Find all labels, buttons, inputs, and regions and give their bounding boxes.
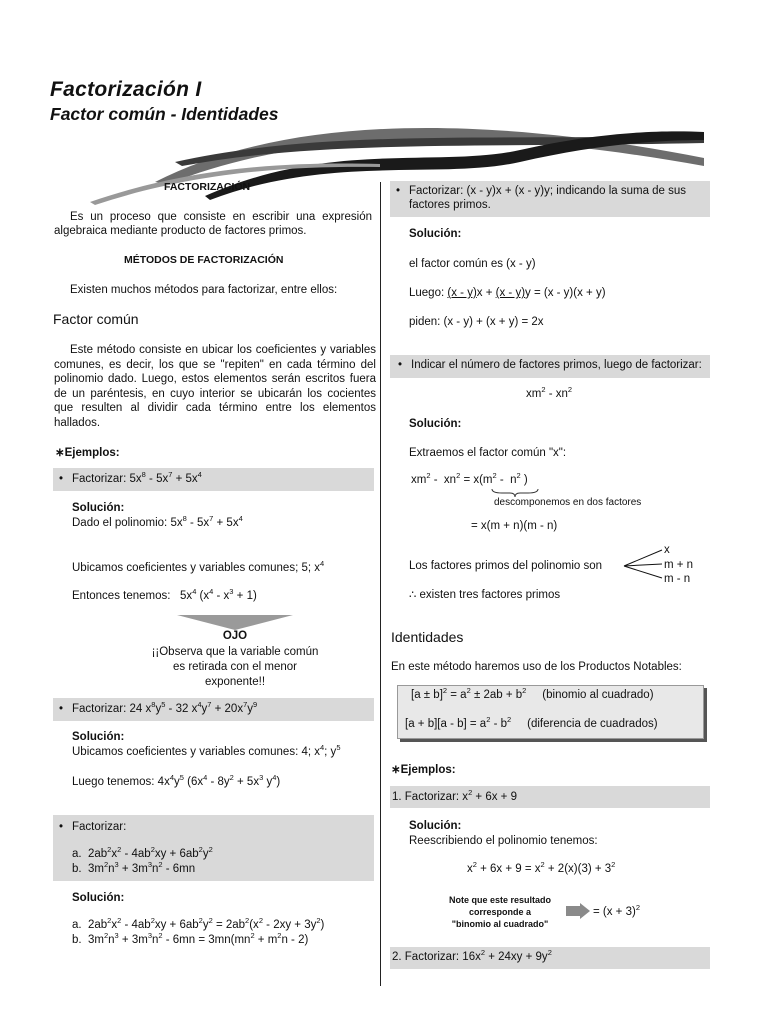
example-3-solution-a: a. $2ab^2x^2 - 4ab^2xy + 6ab^2y^2 = 2ab^2(x^2 - 2xy + 3y^2)$ bbox=[72, 916, 325, 931]
ojo-title: OJO bbox=[222, 630, 248, 642]
solucion-label-4: Solución: bbox=[409, 228, 462, 240]
identity-diferencia: $[a + b][a - b] = a^2 - b^2$ (diferencia de cuadrados) bbox=[405, 715, 658, 730]
solucion-label-5: Solución: bbox=[409, 418, 462, 430]
example-5-line1: Extraemos el factor común "x": bbox=[409, 447, 567, 459]
page-title: Factorización I bbox=[50, 78, 202, 101]
solucion-label-6: Solución: bbox=[409, 820, 462, 832]
example-5-line2: $xm^2 - xn^2 = x(m^2 - n^2$ ) bbox=[411, 471, 528, 486]
solucion-label-2: Solución: bbox=[72, 731, 125, 743]
example-5-conclusion: ∴ existen tres factores primos bbox=[409, 589, 561, 601]
example-1-line3: Entonces tenemos: $5x^4$ $(x^4 - x^3 + 1)$ bbox=[72, 587, 257, 602]
example-5-note: descomponemos en dos factores bbox=[494, 497, 642, 508]
example-4-line1: el factor común es (x - y) bbox=[409, 258, 536, 270]
factor-item: x bbox=[664, 544, 670, 556]
prime-factors-list bbox=[664, 543, 693, 587]
example-6-prompt: 1. Factorizar: $x^2 + 6x + 9$ bbox=[392, 788, 517, 803]
metodos-text: Existen muchos métodos para factorizar, entre ellos: bbox=[70, 284, 338, 296]
ojo-text: ¡¡Observa que la variable común es retirada con el menor exponente!! bbox=[151, 646, 319, 688]
example-6-line1: Reescribiendo el polinomio tenemos: bbox=[409, 835, 598, 847]
note-text: Note que este resultado corresponde a "binomio al cuadrado" bbox=[448, 895, 552, 929]
example-3-item-b: b. $3m^2n^3 + 3m^3n^2 - 6mn$ bbox=[72, 860, 196, 875]
example-1-line2: Ubicamos coeficientes y variables comunes; 5; $x^4$ bbox=[72, 559, 325, 574]
example-2-line2: Luego tenemos: $4x^4y^5$ ($6x^4 - 8y^2 + 5x^3$ $y^4$) bbox=[72, 773, 281, 788]
example-6-result: = $(x + 3)^2$ bbox=[593, 903, 640, 918]
factor-item: m - n bbox=[664, 573, 691, 585]
arrow-right-icon bbox=[566, 903, 590, 919]
intro-paragraph: Es un proceso que consiste en escribir una expresión algebraica mediante producto de factores primos. bbox=[54, 211, 372, 237]
example-4-line3: piden: (x - y) + (x + y) = 2x bbox=[409, 316, 544, 328]
example-5-prompt: • Indicar el número de factores primos, luego de factorizar: bbox=[411, 359, 711, 371]
example-5-result: = x(m + n)(m - n) bbox=[471, 520, 558, 532]
section-title-factor-comun: Factor común bbox=[53, 311, 139, 327]
heading-factorizacion: FACTORIZACIÓN bbox=[164, 181, 251, 193]
arrow-down-icon bbox=[177, 613, 293, 631]
identity-binomio: $[a \pm b]^2 = a^2 \pm 2ab + b^2$ (binomio al cuadrado) bbox=[411, 686, 654, 701]
factor-comun-paragraph: Este método consiste en ubicar los coeficientes y variables comunes, es decir, los que se "repiten" en cada término del polinomio dado. Luego, estos elementos serán escritos fuera de un paréntesis, en cuyo interior se ubicarán los cocientes que resulten al dividir cada término entre los elementos hallados. bbox=[54, 344, 376, 429]
page-subtitle: Factor común - Identidades bbox=[50, 104, 279, 124]
example-6-expression: $x^2 + 6x + 9 = x^2 + 2(x)(3) + 3^2$ bbox=[467, 860, 616, 875]
therefore-icon: ∴ bbox=[409, 589, 417, 601]
example-3-item-a: a. $2ab^2x^2 - 4ab^2xy + 6ab^2y^2$ bbox=[72, 845, 213, 860]
solucion-label: Solución: bbox=[72, 502, 125, 514]
example-7-prompt: 2. Factorizar: $16x^2 + 24xy + 9y^2$ bbox=[392, 948, 552, 963]
identidades-text: En este método haremos uso de los Productos Notables: bbox=[391, 661, 682, 673]
example-1-prompt: • Factorizar: $5x^8 - 5x^7 + 5x^4$ bbox=[72, 473, 202, 485]
asterisk-icon: ∗ bbox=[391, 764, 401, 776]
example-4-line2: Luego: (x - y)x + (x - y)y = (x - y)(x + y) bbox=[409, 287, 606, 299]
ejemplos-label-left: ∗Ejemplos: bbox=[55, 447, 120, 459]
example-2-line1: Ubicamos coeficientes y variables comunes: 4; $x^4$; $y^5$ bbox=[72, 743, 341, 758]
example-3-solution-b: b. $3m^2n^3 + 3m^3n^2 - 6mn = 3mn(mn^2 + m^2n - 2)$ bbox=[72, 931, 309, 946]
branch-arrows-icon bbox=[620, 544, 665, 580]
example-5-expression: $xm^2 - xn^2$ bbox=[526, 385, 573, 400]
asterisk-icon: ∗ bbox=[55, 447, 65, 459]
column-divider bbox=[380, 182, 381, 986]
example-2-prompt: • Factorizar: 24 $x^8y^5 - 32$ $x^4y^7 + 20x^7y^9$ bbox=[72, 703, 257, 715]
example-1-line1: Dado el polinomio: $5x^8 - 5x^7 + 5x^4$ bbox=[72, 514, 243, 529]
solucion-label-3: Solución: bbox=[72, 892, 125, 904]
factor-item: m + n bbox=[664, 558, 694, 571]
example-5-factors-label: Los factores primos del polinomio son bbox=[409, 560, 603, 572]
example-4-prompt: • Factorizar: (x - y)x + (x - y)y; indicando la suma de sus factores primos. bbox=[409, 184, 707, 212]
ejemplos-label-right: ∗Ejemplos: bbox=[391, 764, 456, 776]
section-title-identidades: Identidades bbox=[391, 629, 464, 645]
example-3-prompt: • Factorizar: bbox=[72, 821, 126, 833]
heading-metodos: MÉTODOS DE FACTORIZACIÓN bbox=[124, 254, 284, 266]
